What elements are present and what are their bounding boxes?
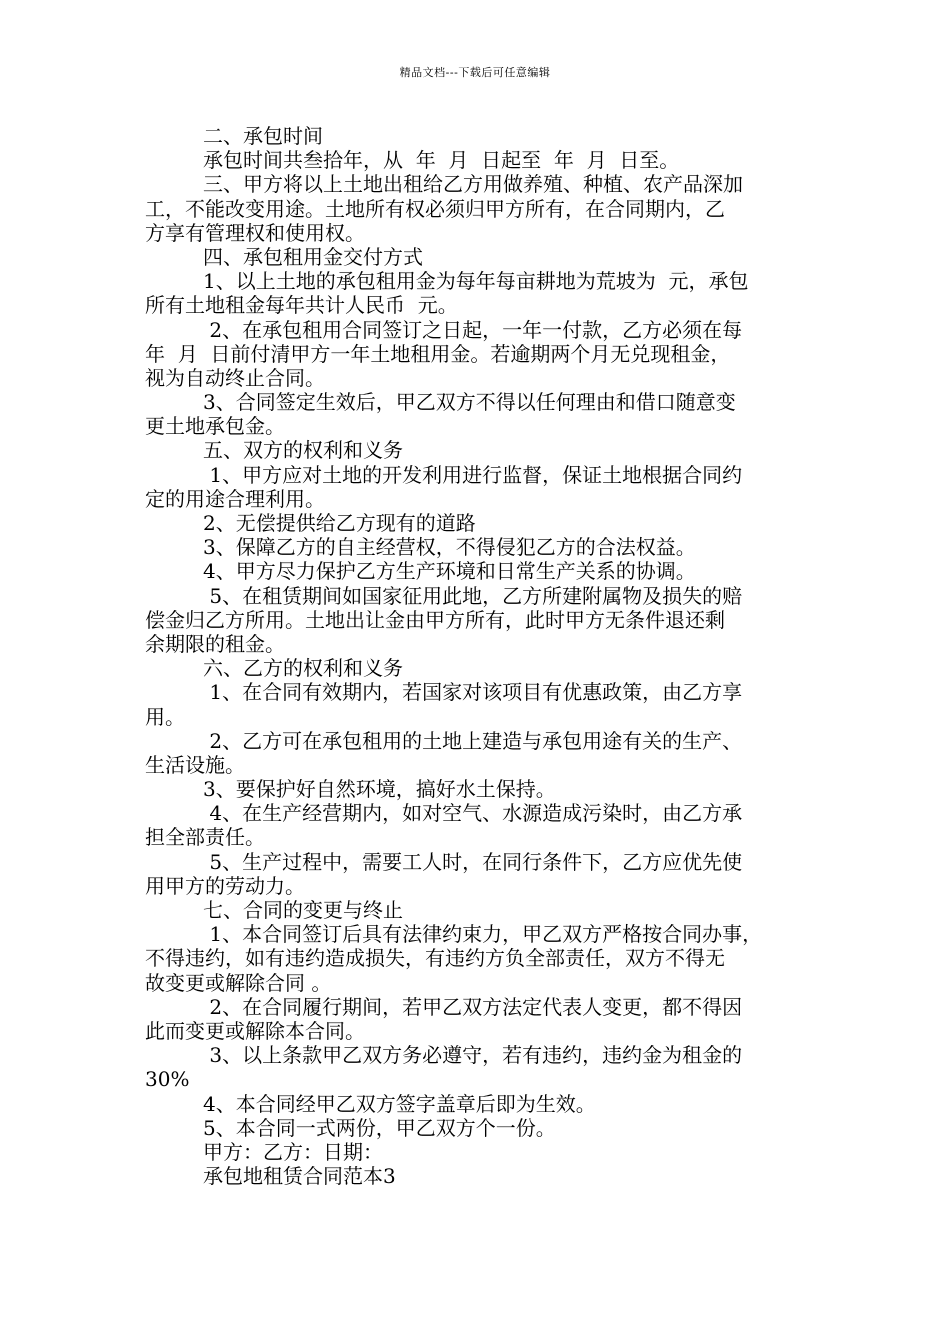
document-line: 4、在生产经营期内，如对空气、水源造成污染时，由乙方承 xyxy=(203,801,743,826)
document-line: 故变更或解除合同 。 xyxy=(145,970,332,995)
document-line: 方享有管理权和使用权。 xyxy=(145,220,365,245)
document-line: 此而变更或解除本合同。 xyxy=(145,1018,365,1043)
document-line: 甲方：乙方：日期： xyxy=(203,1139,383,1164)
document-line: 4、本合同经甲乙双方签字盖章后即为生效。 xyxy=(203,1091,596,1116)
document-line: 不得违约，如有违约造成损失，有违约方负全部责任，双方不得无 xyxy=(145,946,725,971)
document-line: 所有土地租金每年共计人民币 元。 xyxy=(145,293,458,318)
document-line: 5、在租赁期间如国家征用此地，乙方所建附属物及损失的赔 xyxy=(203,583,743,608)
document-line: 2、在合同履行期间，若甲乙双方法定代表人变更，都不得因 xyxy=(203,994,743,1019)
document-line: 用。 xyxy=(145,704,185,729)
document-line: 承包地租赁合同范本3 xyxy=(203,1164,396,1189)
document-line: 余期限的租金。 xyxy=(145,631,285,656)
document-line: 1、甲方应对土地的开发利用进行监督，保证土地根据合同约 xyxy=(203,462,743,487)
document-line: 3、保障乙方的自主经营权，不得侵犯乙方的合法权益。 xyxy=(203,535,696,560)
document-line: 生活设施。 xyxy=(145,752,245,777)
document-line: 4、甲方尽力保护乙方生产环境和日常生产关系的协调。 xyxy=(203,559,696,584)
document-line: 2、无偿提供给乙方现有的道路 xyxy=(203,511,476,535)
document-line: 视为自动终止合同。 xyxy=(145,365,325,390)
document-body xyxy=(145,124,807,1188)
document-line: 5、本合同一式两份，甲乙双方个一份。 xyxy=(203,1115,556,1140)
document-line: 担全部责任。 xyxy=(145,825,265,850)
document-line: 二、承包时间 xyxy=(203,124,323,148)
document-line: 更土地承包金。 xyxy=(145,414,285,439)
document-line: 定的用途合理利用。 xyxy=(145,486,325,511)
document-line: 1、本合同签订后具有法律约束力，甲乙双方严格按合同办事， xyxy=(203,922,763,947)
document-line: 5、生产过程中，需要工人时，在同行条件下，乙方应优先使 xyxy=(203,849,743,874)
document-line: 七、合同的变更与终止 xyxy=(203,898,403,922)
document-line: 30% xyxy=(145,1067,190,1092)
page-header: 精品文档---下载后可任意编辑 xyxy=(399,66,551,79)
document-line: 四、承包租用金交付方式 xyxy=(203,244,423,269)
document-line: 五、双方的权利和义务 xyxy=(203,438,403,463)
document-line: 承包时间共叁拾年，从 年 月 日起至 年 月 日至。 xyxy=(203,148,680,173)
document-line: 六、乙方的权利和义务 xyxy=(203,656,403,681)
document-line: 偿金归乙方所用。土地出让金由甲方所有，此时甲方无条件退还剩 xyxy=(145,607,725,632)
document-line: 年 月 日前付清甲方一年土地租用金。若逾期两个月无兑现租金， xyxy=(145,341,731,366)
document-line: 3、要保护好自然环境，搞好水土保持。 xyxy=(203,777,556,802)
document-line: 2、在承包租用合同签订之日起，一年一付款，乙方必须在每 xyxy=(203,317,743,342)
document-line: 3、合同签定生效后，甲乙双方不得以任何理由和借口随意变 xyxy=(203,390,736,415)
document-line: 三、甲方将以上土地出租给乙方用做养殖、种植、农产品深加 xyxy=(203,172,743,197)
document-line: 3、以上条款甲乙双方务必遵守，若有违约，违约金为租金的 xyxy=(203,1043,743,1068)
document-line: 1、以上土地的承包租用金为每年每亩耕地为荒坡为 元，承包 xyxy=(203,269,749,294)
document-line: 1、在合同有效期内，若国家对该项目有优惠政策，由乙方享 xyxy=(203,680,743,705)
document-line: 2、乙方可在承包租用的土地上建造与承包用途有关的生产、 xyxy=(203,728,743,753)
document-line: 工，不能改变用途。土地所有权必须归甲方所有，在合同期内，乙 xyxy=(145,196,725,221)
document-line: 用甲方的劳动力。 xyxy=(145,873,305,898)
